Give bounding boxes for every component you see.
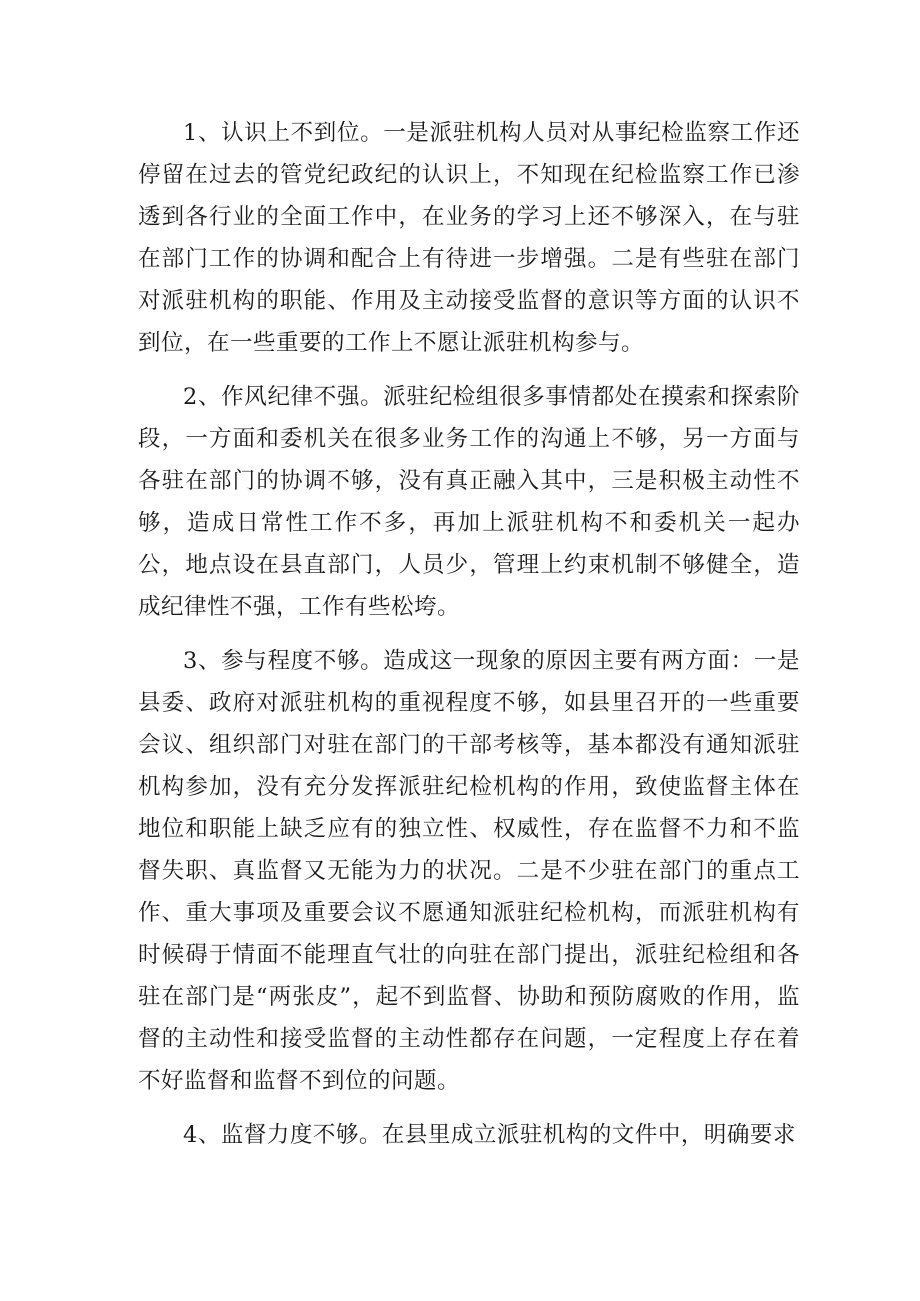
paragraph-1: 1、认识上不到位。一是派驻机构人员对从事纪检监察工作还停留在过去的管党纪政纪的认识上，不知现在纪检监察工作已渗透到各行业的全面工作中，在业务的学习上还不够深入，在与驻在部门工作的协调和配合上有待进一步增强。二是有些驻在部门对派驻机构的职能、作用及主动接受监督的意识等方面的认识不到位，在一些重要的工作上不愿让派驻机构参与。 <box>138 120 800 356</box>
paragraph-3: 3、参与程度不够。造成这一现象的原因主要有两方面：一是县委、政府对派驻机构的重视程度不够，如县里召开的一些重要会议、组织部门对驻在部门的干部考核等，基本都没有通知派驻机构参加，没有充分发挥派驻纪检机构的作用，致使监督主体在地位和职能上缺乏应有的独立性、权威性，存在监督不力和不监督失职、真监督又无能为力的状况。二是不少驻在部门的重点工作、重大事项及重要会议不愿通知派驻纪检机构，而派驻机构有时候碍于情面不能理直气壮的向驻在部门提出，派驻纪检组和各驻在部门是“两张皮”，起不到监督、协助和预防腐败的作用，监督的主动性和接受监督的主动性都存在问题，一定程度上存在着不好监督和监督不到位的问题。 <box>138 648 800 1094</box>
document-body <box>138 112 800 1168</box>
paragraph-2: 2、作风纪律不强。派驻纪检组很多事情都处在摸索和探索阶段，一方面和委机关在很多业务工作的沟通上不够，另一方面与各驻在部门的协调不够，没有真正融入其中，三是积极主动性不够，造成日常性工作不多，再加上派驻机构不和委机关一起办公，地点设在县直部门，人员少，管理上约束机制不够健全，造成纪律性不强，工作有些松垮。 <box>138 384 800 620</box>
paragraph-4: 4、监督力度不够。在县里成立派驻机构的文件中，明确要求 <box>183 1122 796 1148</box>
